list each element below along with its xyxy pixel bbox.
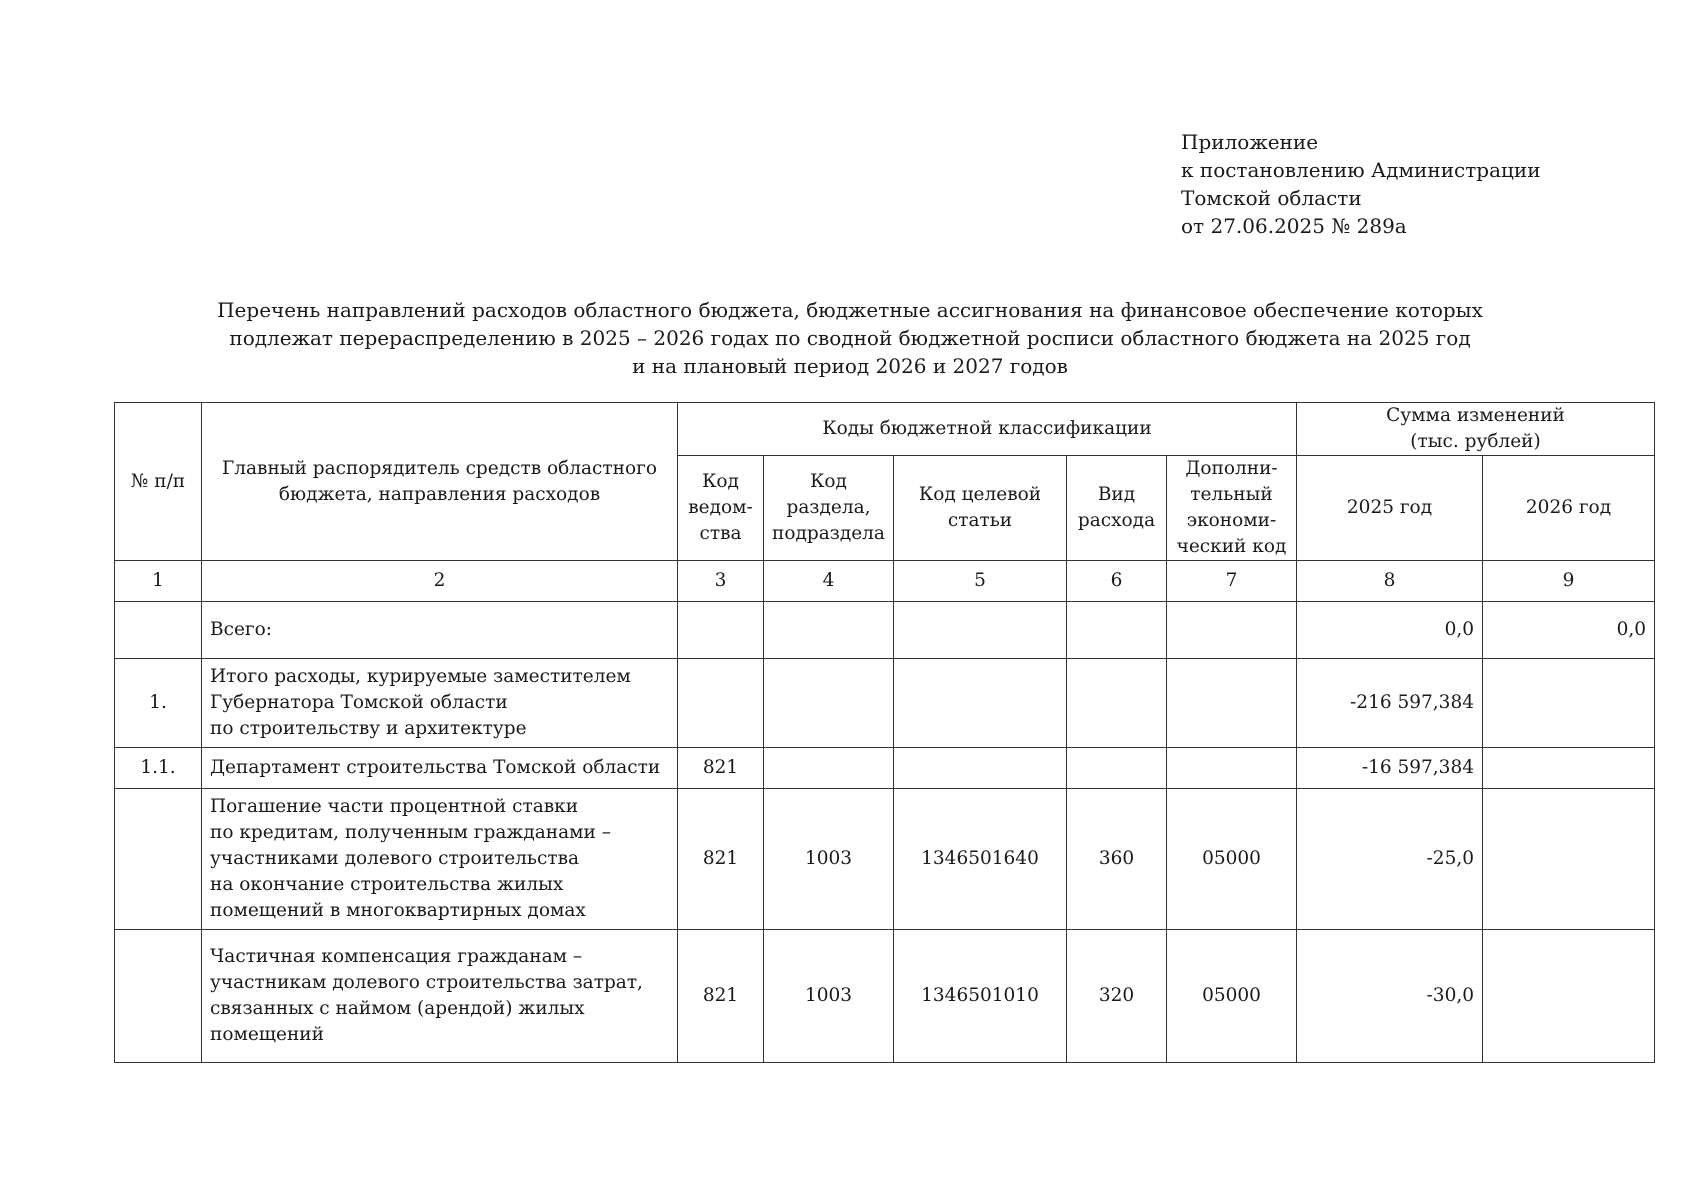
cell-2025 <box>1297 930 1483 1063</box>
cell-2025 <box>1297 748 1483 789</box>
cell-target: 1346501010 <box>894 930 1067 1063</box>
cell-name-line: участниками долевого строительства <box>210 848 580 869</box>
cell-value: -16 597,384 <box>1361 757 1474 778</box>
cell-2026 <box>1483 602 1655 659</box>
table-row <box>115 602 1655 659</box>
header-sum-group <box>1297 403 1655 456</box>
column-number: 8 <box>1297 561 1483 602</box>
cell-2025 <box>1297 659 1483 748</box>
cell-extra: 05000 <box>1167 930 1297 1063</box>
column-number: 4 <box>764 561 894 602</box>
cell-target: 1346501640 <box>894 789 1067 930</box>
header-name-line: бюджета, направления расходов <box>278 483 601 505</box>
appendix-line: Приложение <box>1181 130 1319 154</box>
header-line: экономи- <box>1186 510 1277 531</box>
cell-extra <box>1167 659 1297 748</box>
column-number: 2 <box>202 561 678 602</box>
table-row <box>115 748 1655 789</box>
cell-name-line: по строительству и архитектуре <box>210 718 527 739</box>
header-line: ческий код <box>1176 536 1287 557</box>
cell-name-line: участникам долевого строительства затрат, <box>210 972 643 993</box>
table-row <box>115 659 1655 748</box>
cell-extra: 05000 <box>1167 789 1297 930</box>
header-line: тельный <box>1190 484 1273 505</box>
header-line: ства <box>699 523 742 544</box>
column-number: 5 <box>894 561 1067 602</box>
cell-name <box>202 748 678 789</box>
header-line: статьи <box>947 510 1013 531</box>
cell-section: 1003 <box>764 789 894 930</box>
cell-target <box>894 748 1067 789</box>
cell-name-line: на окончание строительства жилых <box>210 874 564 895</box>
header-codes-group: Коды бюджетной классификации <box>678 403 1297 456</box>
cell-value: -30,0 <box>1426 985 1474 1006</box>
title-line: подлежат перераспределению в 2025 – 2026 годах по сводной бюджетной росписи областного бюджета на 2025 год <box>229 326 1471 350</box>
cell-value: 0,0 <box>1444 619 1474 640</box>
header-sum-line: (тыс. рублей) <box>1410 431 1541 452</box>
header-line: раздела, <box>786 497 871 518</box>
cell-dept: 821 <box>678 789 764 930</box>
cell-type <box>1067 748 1167 789</box>
cell-2026 <box>1483 748 1655 789</box>
cell-value: -25,0 <box>1426 848 1474 869</box>
cell-section <box>764 602 894 659</box>
header-line: расхода <box>1077 510 1156 531</box>
appendix-block <box>1181 128 1541 240</box>
cell-type <box>1067 602 1167 659</box>
cell-name-line: связанных с наймом (арендой) жилых <box>210 998 585 1019</box>
cell-extra <box>1167 748 1297 789</box>
cell-type: 320 <box>1067 930 1167 1063</box>
cell-name <box>202 659 678 748</box>
cell-2026 <box>1483 789 1655 930</box>
header-section-code <box>764 456 894 561</box>
cell-name-line: Департамент строительства Томской области <box>210 757 661 778</box>
header-line: ведом- <box>688 497 753 518</box>
cell-name-line: Частичная компенсация гражданам – <box>210 946 583 967</box>
cell-dept <box>678 602 764 659</box>
cell-num: 1. <box>115 659 202 748</box>
cell-type: 360 <box>1067 789 1167 930</box>
column-number: 1 <box>115 561 202 602</box>
header-sum-line: Сумма изменений <box>1386 405 1565 426</box>
cell-section <box>764 748 894 789</box>
cell-name-line: помещений в многоквартирных домах <box>210 900 586 921</box>
appendix-line: к постановлению Администрации <box>1181 158 1541 182</box>
cell-num <box>115 602 202 659</box>
cell-value: 0,0 <box>1616 619 1647 640</box>
cell-num <box>115 789 202 930</box>
column-number: 9 <box>1483 561 1655 602</box>
table-row <box>115 930 1655 1063</box>
cell-name-line: Всего: <box>210 619 272 640</box>
header-line: Вид <box>1097 484 1136 505</box>
column-number: 7 <box>1167 561 1297 602</box>
header-extra-code <box>1167 456 1297 561</box>
header-dept-code <box>678 456 764 561</box>
header-row <box>115 403 1655 456</box>
cell-name <box>202 602 678 659</box>
header-name-line: Главный распорядитель средств областного <box>222 457 657 479</box>
header-line: Код <box>810 471 847 492</box>
cell-name <box>202 930 678 1063</box>
cell-num <box>115 930 202 1063</box>
cell-dept <box>678 659 764 748</box>
column-number-row <box>115 561 1655 602</box>
title-line: Перечень направлений расходов областного бюджета, бюджетные ассигнования на финансовое обеспечение которых <box>217 298 1483 322</box>
header-line: подраздела <box>772 523 885 544</box>
cell-dept: 821 <box>678 930 764 1063</box>
cell-name-line: Погашение части процентной ставки <box>210 796 579 817</box>
header-line: Код целевой <box>918 484 1042 505</box>
header-name <box>202 403 678 561</box>
header-line: Дополни- <box>1185 458 1278 479</box>
column-number: 6 <box>1067 561 1167 602</box>
header-num: № п/п <box>115 403 202 561</box>
cell-2025 <box>1297 789 1483 930</box>
header-expense-type <box>1067 456 1167 561</box>
cell-name <box>202 789 678 930</box>
cell-2025 <box>1297 602 1483 659</box>
document-title <box>200 296 1500 380</box>
cell-2026 <box>1483 930 1655 1063</box>
cell-target <box>894 602 1067 659</box>
header-year-2026: 2026 год <box>1483 456 1655 561</box>
column-number: 3 <box>678 561 764 602</box>
table-row <box>115 789 1655 930</box>
cell-value: -216 597,384 <box>1350 692 1474 713</box>
cell-num: 1.1. <box>115 748 202 789</box>
cell-section: 1003 <box>764 930 894 1063</box>
appendix-line: Томской области <box>1181 186 1362 210</box>
budget-table <box>114 402 1655 1063</box>
title-line: и на плановый период 2026 и 2027 годов <box>632 354 1068 378</box>
cell-name-line: Губернатора Томской области <box>210 692 508 713</box>
cell-extra <box>1167 602 1297 659</box>
cell-2026 <box>1483 659 1655 748</box>
cell-name-line: по кредитам, полученным гражданами – <box>210 822 611 843</box>
cell-name-line: Итого расходы, курируемые заместителем <box>210 666 631 687</box>
header-line: Код <box>702 471 739 492</box>
appendix-line: от 27.06.2025 № 289а <box>1181 214 1407 238</box>
cell-section <box>764 659 894 748</box>
cell-name-line: помещений <box>210 1024 324 1045</box>
cell-target <box>894 659 1067 748</box>
cell-dept: 821 <box>678 748 764 789</box>
header-target-code <box>894 456 1067 561</box>
header-year-2025: 2025 год <box>1297 456 1483 561</box>
cell-type <box>1067 659 1167 748</box>
